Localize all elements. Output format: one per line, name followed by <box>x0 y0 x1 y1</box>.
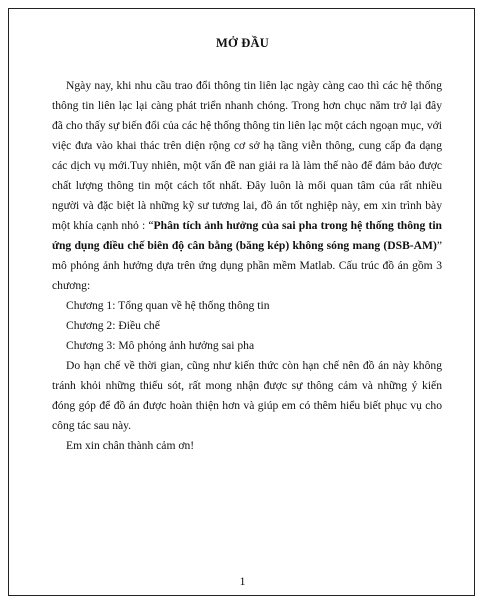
thesis-topic: Phân tích ảnh hưởng của sai pha trong hệ thống thông tin ứng dụng điều chế biên độ cân bằng (băng kép) không sóng mang (DSB-AM) <box>52 219 443 252</box>
document-body <box>52 76 442 456</box>
chapter-item-2: Chương 2: Điều chế <box>66 319 160 332</box>
intro-paragraph <box>52 76 442 296</box>
chapter-item-3: Chương 3: Mô phỏng ảnh hưởng sai pha <box>66 339 255 352</box>
intro-text-after: ” mô phỏng ảnh hưởng dựa trên ứng dụng phần mềm Matlab. Cấu trúc đồ án gồm 3 chương: <box>52 239 442 292</box>
page-number: 1 <box>239 574 246 588</box>
closing-paragraph: Do hạn chế về thời gian, cũng như kiến thức còn hạn chế nên đồ án này không tránh khỏi những thiếu sót, rất mong nhận được sự thông cảm và những ý kiến đóng góp để đồ án được hoàn thiện hơn và giúp em có thêm hiểu biết phục vụ cho công tác sau này. <box>52 359 442 432</box>
intro-text-before: Ngày nay, khi nhu cầu trao đổi thông tin liên lạc ngày càng cao thì các hệ thống thông tin liên lạc lại càng phát triển nhanh chóng. Trong hơn chục năm trở lại đây đã cho thấy sự biến đổi của các hệ thống thông tin liên lạc một cách ngoạn mục, với việc đưa vào khai thác trên diện rộng cơ sở hạ tầng viễn thông, cung cấp đa dạng các dịch vụ mới.Tuy nhiên, một vấn đề nan giải ra là làm thế nào để đảm bảo được chất lượng thông tin một cách tốt nhất. Đây luôn là mối quan tâm của rất nhiều người và đặc biệt là những kỹ sư tương lai, đồ án tốt nghiệp này, em xin trình bày một khía cạnh nhỏ : “ <box>52 79 442 232</box>
thanks-line: Em xin chân thành cảm ơn! <box>66 439 195 452</box>
page-title: MỞ ĐẦU <box>216 36 269 50</box>
chapter-item-1: Chương 1: Tổng quan về hệ thống thông tin <box>66 299 270 312</box>
